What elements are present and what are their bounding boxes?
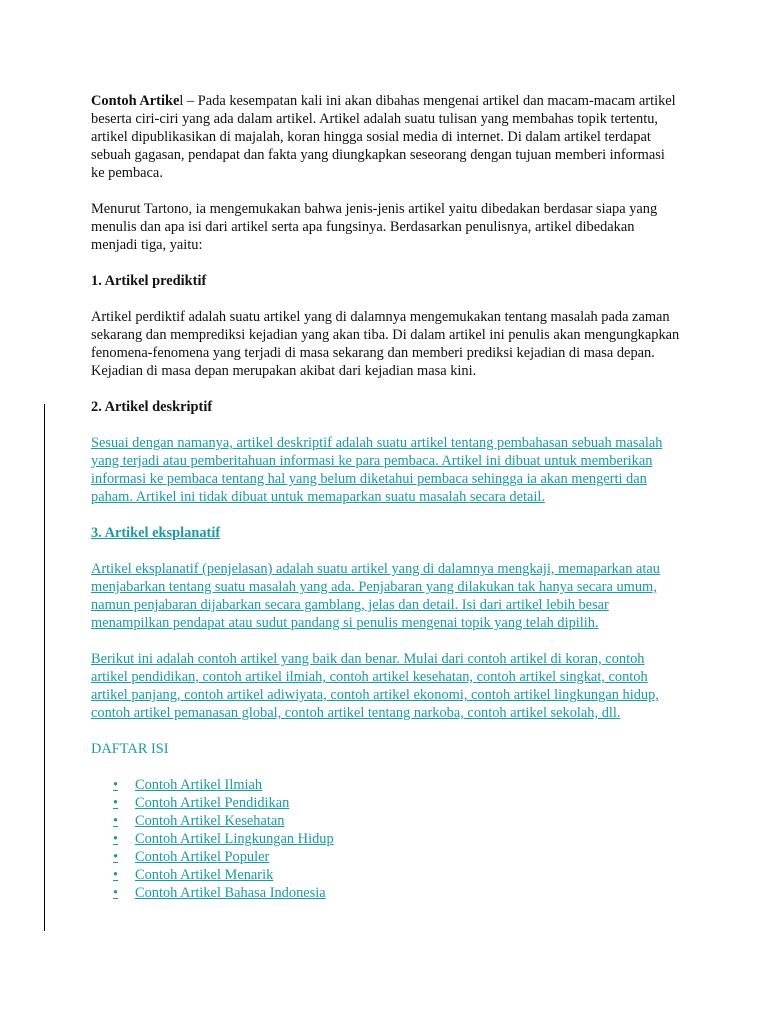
toc-item[interactable] (113, 866, 681, 884)
bullet-icon: • (113, 795, 119, 811)
heading-artikel-eksplanatif-link[interactable]: 3. Artikel eksplanatif (91, 525, 221, 541)
revision-change-bar (44, 404, 45, 931)
toc-item-link[interactable]: Contoh Artikel Kesehatan (135, 813, 285, 829)
bullet-icon: • (113, 849, 119, 865)
deskriptif-paragraph-link[interactable]: Sesuai dengan namanya, artikel deskriptif adalah suatu artikel tentang pembahasan sebuah masalah yang terjadi atau pemberitahuan informasi ke para pembaca. Artikel ini dibuat untuk memberikan informasi ke pembaca tentang hal yang belum diketahui pembaca sehingga ia akan mengerti dan paham. Artikel ini tidak dibuat untuk memaparkan suatu masalah secara detail. (91, 435, 663, 505)
toc-item-link[interactable]: Contoh Artikel Menarik (135, 867, 274, 883)
intro-lead-bold: Contoh Artike (91, 93, 180, 109)
bullet-icon: • (113, 813, 119, 829)
bullet-icon: • (113, 885, 119, 901)
tartono-paragraph: Menurut Tartono, ia mengemukakan bahwa jenis-jenis artikel yaitu dibedakan berdasar siapa yang menulis dan apa isi dari artikel serta apa fungsinya. Berdasarkan penulisnya, artikel dibedakan menjadi tiga, yaitu: (91, 201, 658, 253)
heading-artikel-deskriptif: 2. Artikel deskriptif (91, 399, 213, 415)
intro-lead-rest: l – (179, 93, 195, 109)
examples-paragraph-link[interactable]: Berikut ini adalah contoh artikel yang baik dan benar. Mulai dari contoh artikel di koran, contoh artikel pendidikan, contoh artikel ilmiah, contoh artikel kesehatan, contoh artikel singkat, contoh artikel panjang, contoh artikel adiwiyata, contoh artikel ekonomi, contoh artikel lingkungan hidup, contoh artikel pemanasan global, contoh artikel tentang narkoba, contoh artikel sekolah, dll. (91, 651, 659, 721)
document-page (91, 92, 681, 902)
toc-item[interactable] (113, 776, 681, 794)
toc-item-link[interactable]: Contoh Artikel Ilmiah (135, 777, 263, 793)
toc-list (91, 776, 681, 902)
eksplanatif-paragraph-link[interactable]: Artikel eksplanatif (penjelasan) adalah suatu artikel yang di dalamnya mengkaji, memaparkan atau menjabarkan tentang suatu masalah yang ada. Penjabaran yang dilakukan tak hanya secara umum, namun penjabaran dijabarkan secara gamblang, jelas dan detail. Isi dari artikel lebih besar menampilkan pendapat atau sudut pandang si penulis mengenai topik yang telah dipilih. (91, 561, 661, 631)
toc-item[interactable] (113, 848, 681, 866)
bullet-icon: • (113, 867, 119, 883)
toc-item-link[interactable]: Contoh Artikel Lingkungan Hidup (135, 831, 334, 847)
toc-item[interactable] (113, 884, 681, 902)
toc-item[interactable] (113, 830, 681, 848)
bullet-icon: • (113, 777, 119, 793)
bullet-icon: • (113, 831, 119, 847)
heading-artikel-prediktif: 1. Artikel prediktif (91, 273, 207, 289)
intro-text: Pada kesempatan kali ini akan dibahas mengenai artikel dan macam-macam artikel beserta ciri-ciri yang ada dalam artikel. Artikel adalah suatu tulisan yang membahas topik tertentu, artikel dipublikasikan di majalah, koran hingga sosial media di internet. Di dalam artikel terdapat sebuah gagasan, pendapat dan fakta yang diungkapkan seseorang dengan tujuan memberi informasi ke pembaca. (91, 93, 676, 181)
toc-item[interactable] (113, 794, 681, 812)
toc-item-link[interactable]: Contoh Artikel Populer (135, 849, 270, 865)
intro-paragraph (91, 92, 681, 182)
prediktif-paragraph: Artikel perdiktif adalah suatu artikel yang di dalamnya mengemukakan tentang masalah pada zaman sekarang dan memprediksi kejadian yang akan tiba. Di dalam artikel ini penulis akan mengungkapkan fenomena-fenomena yang terjadi di masa sekarang dan memberi prediksi kejadian di masa depan. Kejadian di masa depan merupakan akibat dari kejadian masa kini. (91, 309, 680, 379)
toc-title: DAFTAR ISI (91, 741, 169, 757)
toc-item-link[interactable]: Contoh Artikel Bahasa Indonesia (135, 885, 326, 901)
toc-item-link[interactable]: Contoh Artikel Pendidikan (135, 795, 290, 811)
toc-item[interactable] (113, 812, 681, 830)
